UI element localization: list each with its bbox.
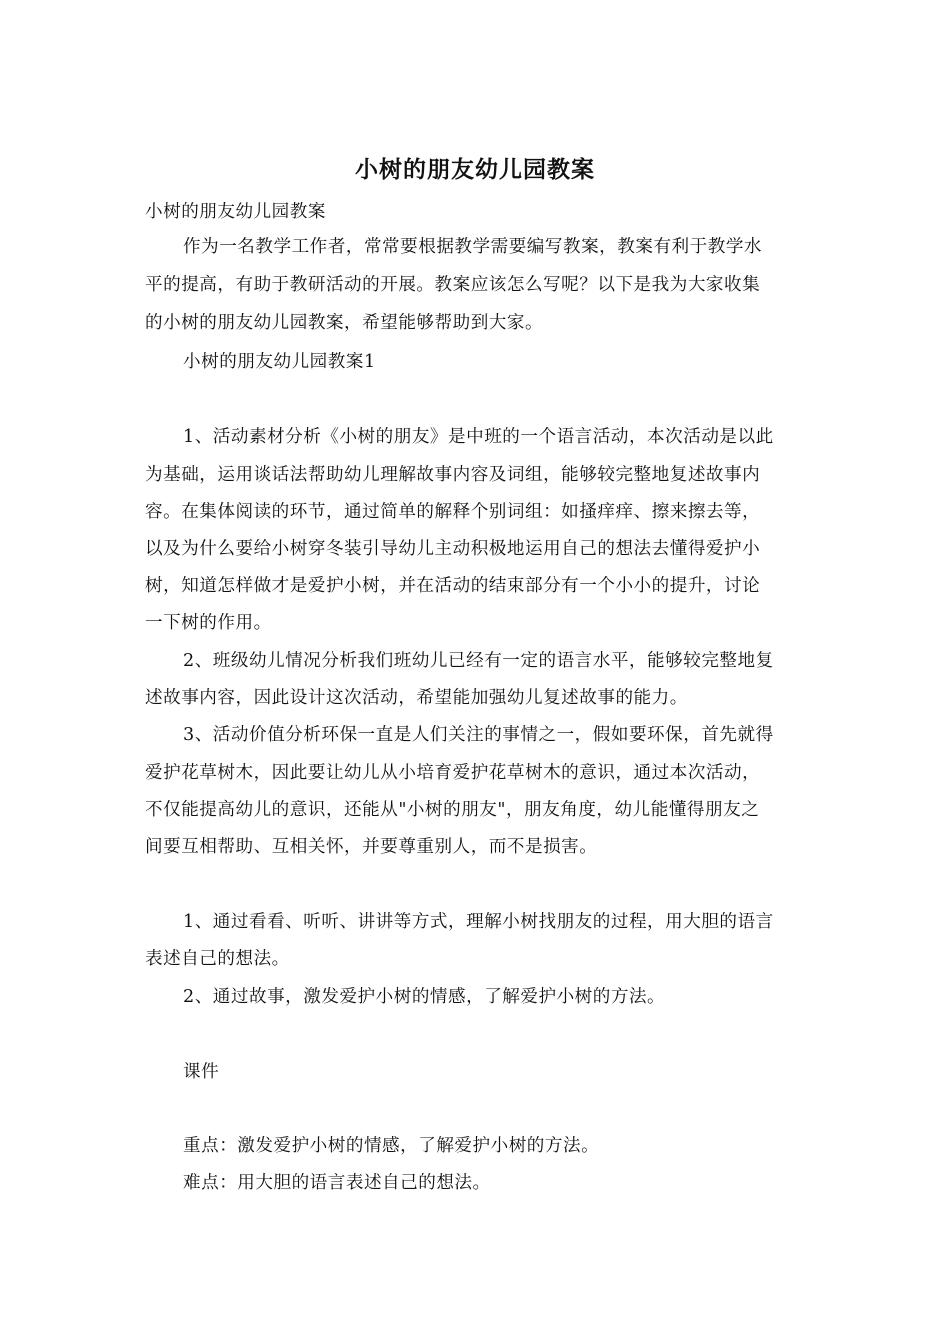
analysis-line: 间要互相帮助、互相关怀，并要尊重别人，而不是损害。 — [145, 837, 598, 857]
analysis-line: 2、班级幼儿情况分析我们班幼儿已经有一定的语言水平，能够较完整地复 — [183, 651, 774, 671]
analysis-line: 树，知道怎样做才是爱护小树，并在活动的结束部分有一个小小的提升，讨论 — [145, 576, 761, 596]
analysis-line: 爱护花草树木，因此要让幼儿从小培育爱护花草树木的意识，通过本次活动， — [145, 763, 761, 783]
intro-line: 的小树的朋友幼儿园教案，希望能够帮助到大家。 — [145, 313, 544, 333]
analysis-line: 述故事内容，因此设计这次活动，希望能加强幼儿复述故事的能力。 — [145, 688, 688, 708]
analysis-line: 一下树的作用。 — [145, 613, 272, 633]
analysis-line: 容。在集体阅读的环节，通过简单的解释个别词组：如搔痒痒、擦来擦去等， — [145, 502, 761, 522]
analysis-line: 为基础，运用谈话法帮助幼儿理解故事内容及词组，能够较完整地复述故事内 — [145, 465, 761, 485]
goal-line: 2、通过故事，激发爱护小树的情感，了解爱护小树的方法。 — [183, 987, 666, 1007]
analysis-line: 以及为什么要给小树穿冬装引导幼儿主动积极地运用自己的想法去懂得爱护小 — [145, 539, 761, 559]
key-point-line: 重点：激发爱护小树的情感，了解爱护小树的方法。 — [183, 1136, 600, 1156]
goal-line: 表述自己的想法。 — [145, 949, 290, 969]
analysis-line: 3、活动价值分析环保一直是人们关注的事情之一，假如要环保，首先就得 — [183, 725, 774, 745]
difficulty-line: 难点：用大胆的语言表述自己的想法。 — [183, 1173, 491, 1193]
intro-line: 作为一名教学工作者，常常要根据教学需要编写教案，教案有利于教学水 — [183, 237, 763, 257]
section-heading: 小树的朋友幼儿园教案1 — [183, 352, 376, 372]
document-title: 小树的朋友幼儿园教案 — [355, 156, 595, 183]
materials-line: 课件 — [183, 1062, 220, 1082]
analysis-line: 不仅能提高幼儿的意识，还能从"小树的朋友"，朋友角度，幼儿能懂得朋友之 — [145, 800, 760, 820]
goal-line: 1、通过看看、听听、讲讲等方式，理解小树找朋友的过程，用大胆的语言 — [183, 912, 774, 932]
subtitle-line: 小树的朋友幼儿园教案 — [145, 202, 326, 222]
intro-line: 平的提高，有助于教研活动的开展。教案应该怎么写呢？以下是我为大家收集 — [145, 275, 761, 295]
analysis-line: 1、活动素材分析《小树的朋友》是中班的一个语言活动，本次活动是以此 — [183, 427, 774, 447]
